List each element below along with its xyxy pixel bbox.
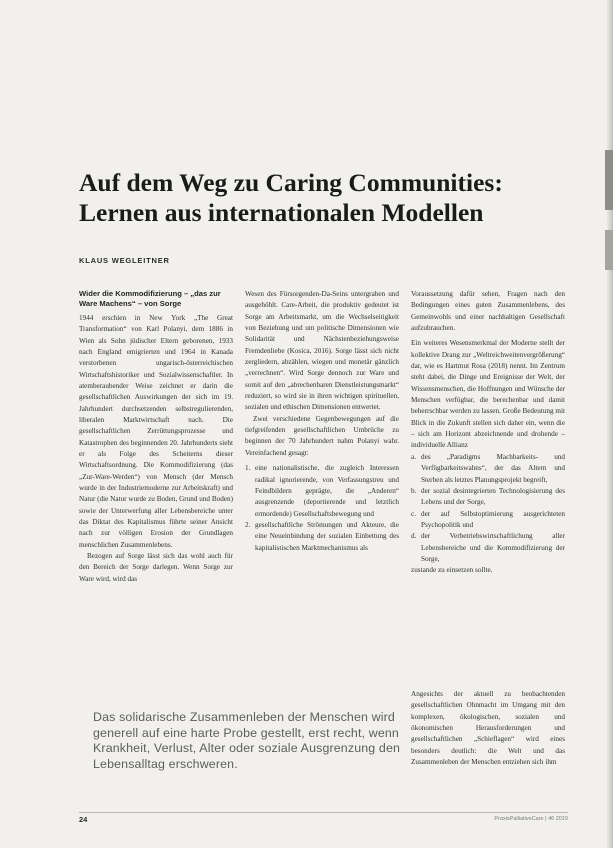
list-item-text: eine nationalistische, die zugleich Interessen radikal ignorierende, von Verfassungstreu und Feindbildern geprägte, die „Anderen“ ausgrenzende (deportierende und letztlich ermordende) Gesellschaftsbewegung und [255, 464, 399, 518]
footer-rule [79, 812, 568, 813]
paragraph: 1944 erschien in New York „The Great Transformation“ von Karl Polanyi, dem 1886 in Wien als Sohn jüdischer Eltern geborenen, 1933 nach England emigrierten und 1964 in Kanada verstorbenen ungarisch-österreichischen Wirtschaftshistoriker und Sozialwissenschaftler. In atemberaubender Weise zeichnet er darin die gesellschaftlichen Auswirkungen der sich im 19. Jahrhundert durchsetzenden selbstregulierenden, liberalen Marktwirtschaft nach. Die gesellschaftlichen Zerrüttungsprozesse und Katastrophen des beginnenden 20. Jahrhunderts sieht er als Folge des Scheiterns dieser Wirtschaftsordnung. Die Kommodifizierung (das „Zur-Ware-Werden“) von Mensch (der Mensch wurde in der Industriemoderne zur Arbeitskraft) und Natur (die Natur wurde zu Boden, Grund und Boden) sowie der Unterwerfung aller Lebensbereiche unter das Diktat des Kapitalismus führte seiner Ansicht nach zur völligen Erosion der Grundlagen menschlichen Zusammenlebens. [79, 313, 233, 549]
paragraph: Wesen des Fürsorgenden-Da-Seins untergraben und ausgehöhlt. Care-Arbeit, die produktiv gedeutet ist Sorge am Arbeitsmarkt, um die Wechselseitigkeit von Beziehung und um politische Dimensionen wie Solidarität und Nächstenbeziehungsweise Fremdenliebe (Kosica, 2016). Sorge lässt sich nicht zergliedern, abzählen, wiegen und monetär gänzlich „verrechnen“. Wird Sorge dennoch zur Ware und somit auf den „abrechenbaren Dienstleistungsmarkt“ reduziert, so wird sie in ihren wichtigen spirituellen, sozialen und ethischen Dimensionen entwertet. [245, 290, 399, 412]
paragraph: Voraussetzung dafür sehen, Fragen nach den Bedingungen eines guten Zusammenlebens, des Gemeinwohls und einer nachhaltigen Gesellschaft aufzubrauchen. [411, 290, 565, 333]
column-3-continued [411, 689, 565, 768]
column-2 [245, 289, 399, 554]
list-item [411, 531, 565, 565]
list-item-text: der sozial desintegrierten Technologisierung des Lebens und der Sorge, [421, 486, 565, 507]
numbered-list [245, 463, 399, 554]
author-byline: KLAUS WEGLEITNER [79, 256, 170, 265]
list-item [411, 509, 565, 532]
page-number: 24 [79, 815, 88, 824]
page-edge [607, 0, 613, 848]
list-marker: 1. [245, 464, 251, 473]
list-item-text: der Verbetriebswirtschaftlichung aller Lebensbereiche und die Kommodifizierung der Sorge, [421, 532, 565, 563]
list-item [245, 520, 399, 554]
page-edge-mark [605, 230, 613, 270]
list-marker: a. [411, 452, 416, 461]
list-item-text: gesellschaftliche Strömungen und Akteure, die eine Neueinbindung der sozialen Einbettung des kapitalistischen Marktmechanismus als [255, 520, 399, 552]
paragraph: Bezogen auf Sorge lässt sich das wohl auch für den Bereich der Sorge darlegen. Wenn Sorge zur Ware wird, wird das [79, 552, 233, 583]
paragraph: Zwei verschiedene Gegenbewegungen auf die tiefgreifenden gesellschaftlichen Umbrüche zu beginnen der 70 Jahrhundert nahm Polanyi wahr. Vereinfachend gesagt: [245, 414, 399, 457]
list-marker: d. [411, 532, 417, 541]
lettered-list [411, 452, 565, 565]
list-marker: c. [411, 509, 416, 518]
title-line-2: Lernen aus internationalen Modellen [79, 198, 484, 227]
column-3 [411, 289, 565, 577]
list-marker: b. [411, 486, 417, 495]
title-line-1: Auf dem Weg zu Caring Communities: [79, 168, 503, 197]
list-marker: 2. [245, 520, 251, 529]
list-item-text: der auf Selbstoptimierung ausgerichteten Psychopolitik und [421, 509, 565, 529]
column-1 [79, 289, 233, 585]
list-item-text: des „Paradigms Machbarkeits- und Verfügbarkeitswahns“, der das Altern und Sterben als letztes Planungsprojekt begreift, [421, 452, 565, 484]
paragraph: Angesichts der aktuell zu beobachtenden gesellschaftlichen Ohnmacht im Umgang mit den komplexen, ökologischen, sozialen und ökonomischen Herausforderungen und gesellschaftlichen „Schieflagen“ wird eines besonders deutlich: die Welt und das Zusammenleben der Menschen entziehen sich ihm [411, 690, 565, 767]
pull-quote: Das solidarische Zusammenleben der Menschen wird generell auf eine harte Probe gestellt, erst recht, wenn Krankheit, Verlust, Alter oder soziale Ausgrenzung den Lebensalltag erschweren. [93, 710, 401, 771]
paragraph: Ein weiteres Wesensmerkmal der Moderne stellt der kollektive Drang zur „Weltreichweitenvergrößerung“ dar, wie es Hartmut Rosa (2018) nennt. Im Zentrum steht dabei, die Dinge und Ereignisse der Welt, der Wissensmenschen, die Hoffnungen und Wünsche der Menschen verfügbar, die berechenbar und damit beherrschbar werden zu lassen. Große Bedeutung mit Blick in die Zukunft stellen sich daher ein, wenn die – sich am Horizont abzeichnende und drohende – individuelle Allianz [411, 339, 565, 450]
section-subheading: Wider die Kommodifizierung – „das zur Ware Machens“ – von Sorge [79, 289, 221, 309]
page-edge-mark [605, 150, 613, 210]
magazine-footer: PraxisPalliativeCare | 46 2019 [494, 816, 568, 822]
list-item [411, 486, 565, 509]
list-item [411, 452, 565, 486]
list-item [245, 463, 399, 520]
paragraph: zustande zu einsetzen sollte. [411, 566, 493, 575]
article-title [79, 168, 579, 228]
